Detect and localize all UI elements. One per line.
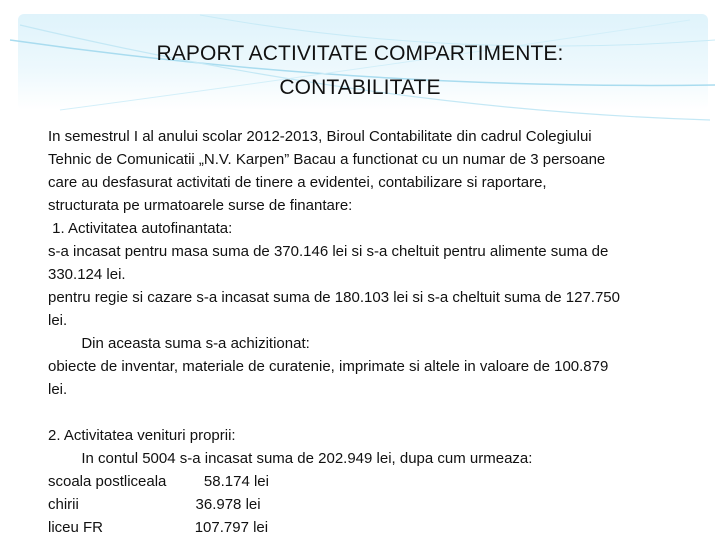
body-line: care au desfasurat activitati de tinere a evidentei, contabilizare si raportare, [48,174,547,191]
body-line: lei. [48,312,68,329]
body-line: 1. Activitatea autofinantata: [48,220,233,237]
body-line: liceu FR 107.797 lei [48,519,269,536]
report-body [48,125,698,539]
body-line: 330.124 lei. [48,266,126,283]
title-line-1: RAPORT ACTIVITATE COMPARTIMENTE: [156,42,564,65]
body-line: lei. [48,381,68,398]
body-line: Din aceasta suma s-a achizitionat: [48,335,310,352]
body-line: chirii 36.978 lei [48,496,261,513]
body-line: obiecte de inventar, materiale de curatenie, imprimate si altele in valoare de 100.879 [48,358,609,375]
blank-line [48,401,698,424]
body-line: In contul 5004 s-a incasat suma de 202.949 lei, dupa cum urmeaza: [48,450,533,467]
body-line: 2. Activitatea venituri proprii: [48,427,236,444]
body-line: In semestrul I al anului scolar 2012-2013, Biroul Contabilitate din cadrul Colegiului [48,128,592,145]
body-line: Tehnic de Comunicatii „N.V. Karpen” Bacau a functionat cu un numar de 3 persoane [48,151,606,168]
slide-title [100,37,620,105]
body-line: s-a incasat pentru masa suma de 370.146 lei si s-a cheltuit pentru alimente suma de [48,243,609,260]
body-line: scoala postliceala 58.174 lei [48,473,269,490]
body-line: structurata pe urmatoarele surse de finantare: [48,197,353,214]
body-line: pentru regie si cazare s-a incasat suma de 180.103 lei si s-a cheltuit suma de 127.750 [48,289,620,306]
title-line-2: CONTABILITATE [279,76,441,99]
